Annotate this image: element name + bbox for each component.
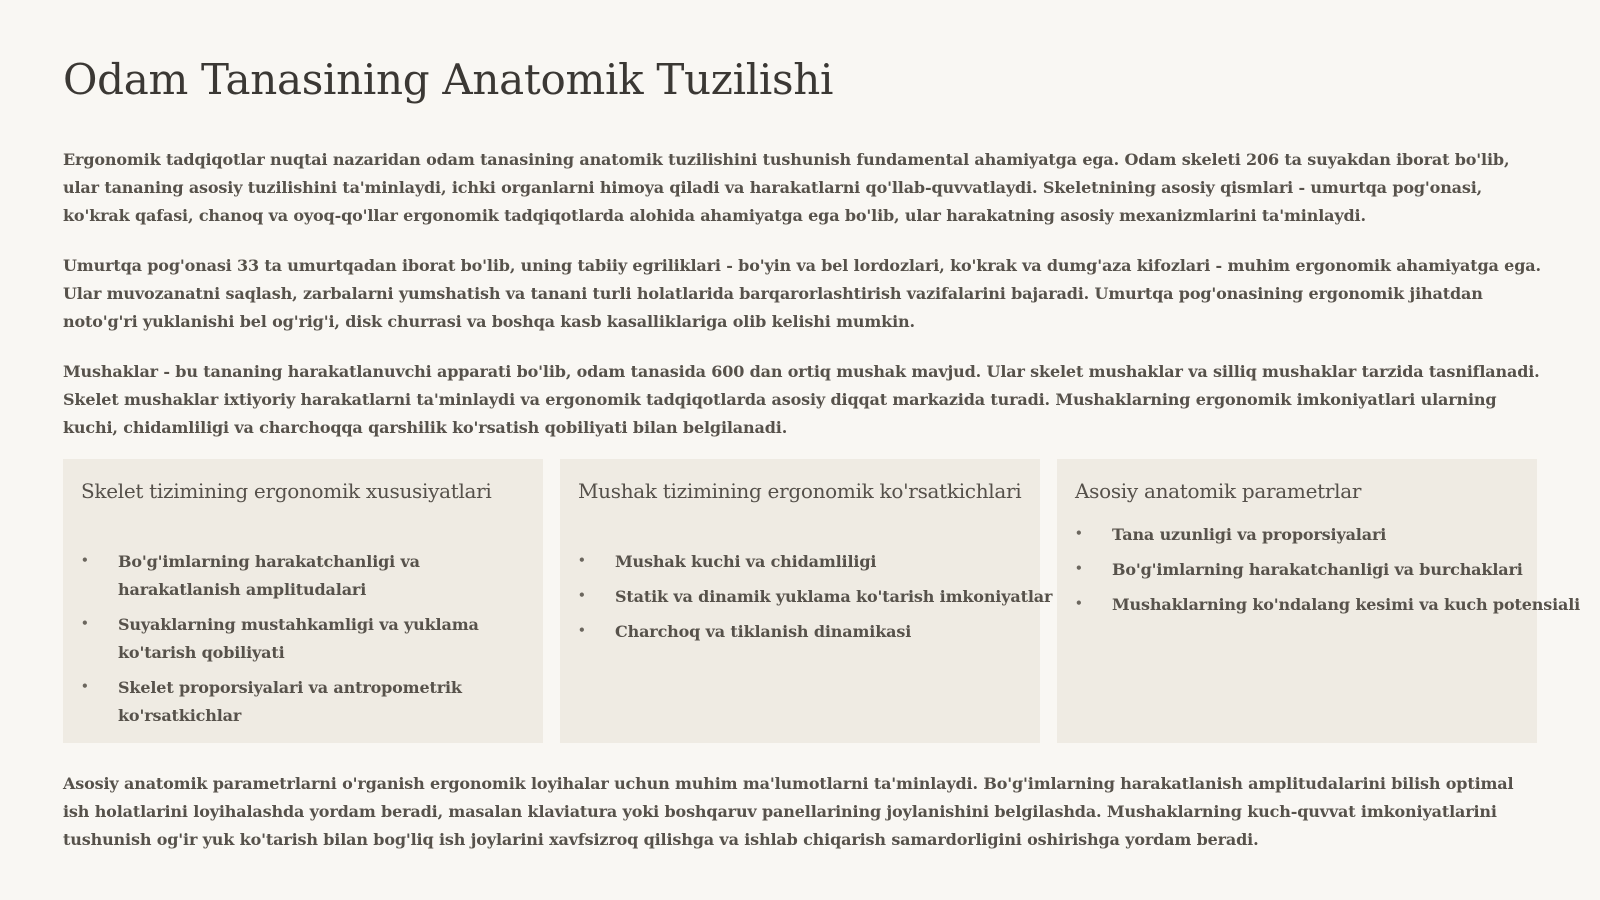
spine-paragraph: Umurtqa pog'onasi 33 ta umurtqadan iborat bo'lib, uning tabiiy egriliklari - bo'yin va bel lordozlari, ko'krak va dumg'aza kifozlari - muhim ergonomik ahamiyatga ega. Ular muvozanatni saqlash, zarbalarni yumshatish va tanani turli holatlarida barqarorlashtirish vazifalarini bajaradi. Umurtqa pog'onasining ergonomik jihatdan noto'g'ri yuklanishi bel og'rig'i, disk churrasi va boshqa kasb kasalliklariga olib kelishi mumkin. [63, 256, 1541, 331]
list-item-text: Bo'g'imlarning harakatchanligi va harakatlanish amplitudalari [118, 552, 420, 599]
muscles-paragraph: Mushaklar - bu tananing harakatlanuvchi apparati bo'lib, odam tanasida 600 dan ortiq mushak mavjud. Ular skelet mushaklar va silliq mushaklar tarzida tasniflanadi. Skelet mushaklar ixtiyoriy harakatlarni ta'minlaydi va ergonomik tadqiqotlarda asosiy diqqat markazida turadi. Mushaklarning ergonomik imkoniyatlari ularning kuchi, chidamliligi va charchoqqa qarshilik ko'rsatish qobiliyati bilan belgilanadi. [63, 362, 1540, 437]
card-anatomic-parameters [1057, 459, 1581, 743]
bullet-icon: • [578, 588, 586, 602]
conclusion-paragraph: Asosiy anatomik parametrlarni o'rganish ergonomik loyihalar uchun muhim ma'lumotlarni ta'minlaydi. Bo'g'imlarning harakatlanish amplitudalarini bilish optimal ish holatlarini loyihalashda yordam beradi, masalan klaviatura yoki boshqaruv panellarining joylanishini belgilashda. Mushaklarning kuch-quvvat imkoniyatlarini tushunish og'ir yuk ko'tarish bilan bog'liq ish joylarini xavfsizroq qilishga va ishlab chiqarish samardorligini oshirishga yordam beradi. [63, 774, 1514, 849]
card-title: Asosiy anatomik parametrlar [1075, 479, 1362, 503]
card-title: Skelet tizimining ergonomik xususiyatlari [81, 479, 492, 503]
intro-paragraph: Ergonomik tadqiqotlar nuqtai nazaridan odam tanasining anatomik tuzilishini tushunish fundamental ahamiyatga ega. Odam skeleti 206 ta suyakdan iborat bo'lib, ular tananing asosiy tuzilishini ta'minlaydi, ichki organlarni himoya qiladi va harakatlarni qo'llab-quvvatlaydi. Skeletnining asosiy qismlari - umurtqa pog'onasi, ko'krak qafasi, chanoq va oyoq-qo'llar ergonomik tadqiqotlarda alohida ahamiyatga ega bo'lib, ular harakatning asosiy mexanizmlarini ta'minlaydi. [63, 150, 1510, 225]
card-list [1075, 521, 1580, 626]
bullet-icon: • [1075, 526, 1083, 540]
bullet-icon: • [578, 553, 586, 567]
list-item [1075, 556, 1580, 584]
card-muscle-system [560, 459, 1053, 743]
list-item [578, 548, 1052, 576]
document-page [63, 0, 1581, 900]
bullet-icon: • [578, 623, 586, 637]
card-list [81, 548, 501, 737]
list-item-text: Mushak kuchi va chidamliligi [615, 552, 877, 571]
list-item-text: Statik va dinamik yuklama ko'tarish imkoniyatlar [615, 587, 1053, 606]
card-list [578, 548, 1052, 653]
list-item [1075, 521, 1580, 549]
bullet-icon: • [81, 553, 89, 567]
bullet-icon: • [1075, 561, 1083, 575]
list-item [81, 548, 501, 604]
bullet-icon: • [81, 679, 89, 693]
list-item-text: Mushaklarning ko'ndalang kesimi va kuch potensiali [1112, 595, 1581, 614]
page-title: Odam Tanasining Anatomik Tuzilishi [63, 55, 834, 104]
list-item-text: Charchoq va tiklanish dinamikasi [615, 622, 912, 641]
list-item [81, 611, 501, 667]
list-item-text: Bo'g'imlarning harakatchanligi va burchaklari [1112, 560, 1523, 579]
card-title: Mushak tizimining ergonomik ko'rsatkichlari [578, 479, 1022, 503]
list-item-text: Skelet proporsiyalari va antropometrik ko'rsatkichlar [118, 678, 462, 725]
bullet-icon: • [1075, 596, 1083, 610]
list-item [578, 583, 1052, 611]
list-item [578, 618, 1052, 646]
list-item-text: Suyaklarning mustahkamligi va yuklama ko'tarish qobiliyati [118, 615, 479, 662]
list-item [1075, 591, 1580, 619]
list-item [81, 674, 501, 730]
list-item-text: Tana uzunligi va proporsiyalari [1112, 525, 1387, 544]
card-skeletal-system [63, 459, 543, 743]
bullet-icon: • [81, 616, 89, 630]
